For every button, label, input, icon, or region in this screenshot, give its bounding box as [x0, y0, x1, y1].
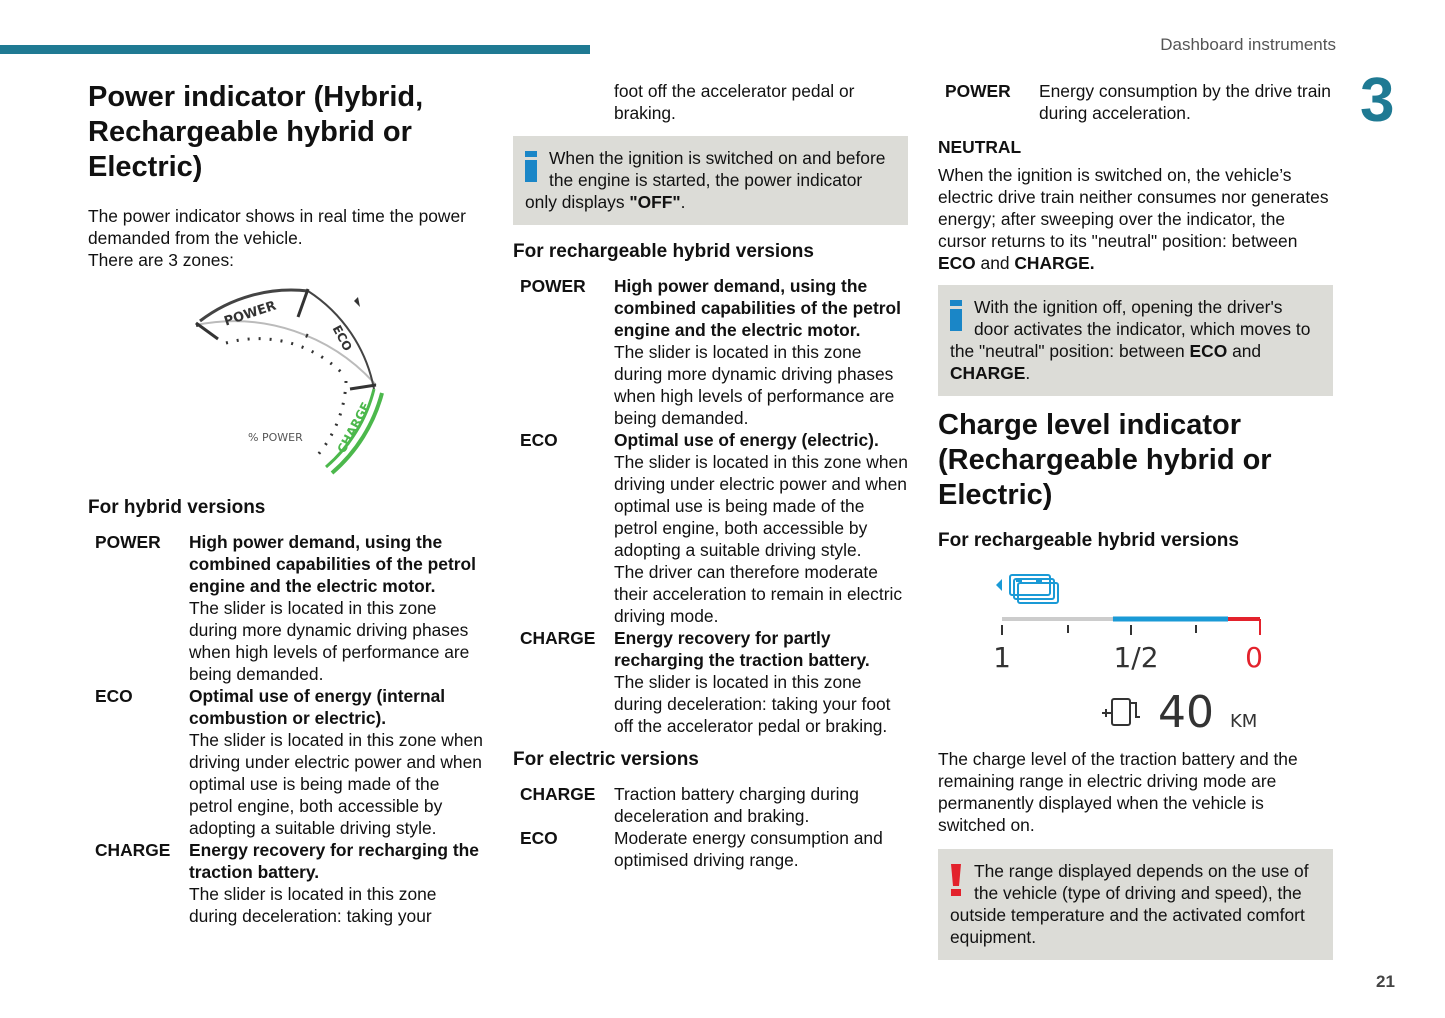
scale-label-full: 1 [993, 641, 1011, 674]
scale-label-half: 1/2 [1113, 641, 1159, 674]
scale-label-empty: 0 [1245, 641, 1263, 674]
zone-key: ECO [95, 686, 133, 706]
column-1 [88, 80, 483, 927]
gauge-label-eco: ECO [329, 322, 355, 354]
zone-key: POWER [945, 81, 1011, 101]
gauge-label-charge: CHARGE [334, 399, 373, 456]
arrow-left-icon [996, 579, 1002, 591]
electric-power-zone [938, 80, 1333, 124]
column-2 [513, 80, 908, 871]
page-number: 21 [1376, 972, 1395, 991]
neutral-heading: NEUTRAL [938, 137, 1022, 157]
zone-key: ECO [520, 430, 558, 450]
charge-level-description: The charge level of the traction battery and the remaining range in electric driving mode are permanently displayed when the vehicle is switched on. [938, 749, 1298, 835]
intro-paragraph: The power indicator shows in real time the power demanded from the vehicle. [88, 206, 466, 248]
hybrid-versions-subtitle: For hybrid versions [88, 497, 266, 518]
zone-key: CHARGE [95, 840, 171, 860]
zone-description: High power demand, using the combined capabilities of the petrol engine and the electric motor. The slider is located in this zone during more dynamic driving phases when high levels of performance are being demanded. [189, 532, 476, 684]
zone-description: Optimal use of energy (electric). The slider is located in this zone when driving under electric power and when optimal use is being made of the petrol engine, both accessible by adopting a suitable driving style. The driver can therefore moderate their acceleration to remain in electric driving mode. [614, 430, 908, 626]
power-gauge-illustration [186, 277, 396, 487]
zone-description: Energy recovery for recharging the traction battery. The slider is located in this zone during deceleration: taking your [189, 840, 479, 926]
zone-description: Moderate energy consumption and optimised driving range. [614, 828, 883, 870]
continued-text: foot off the accelerator pedal or braking. [614, 81, 855, 123]
zone-description: High power demand, using the combined capabilities of the petrol engine and the electric motor. The slider is located in this zone during more dynamic driving phases when high levels of performance are being demanded. [614, 276, 901, 428]
electric-versions-subtitle: For electric versions [513, 749, 699, 770]
hybrid-zones-list [88, 531, 483, 927]
column-3 [938, 80, 1333, 960]
zone-key: ECO [520, 828, 558, 848]
info-icon [525, 151, 537, 182]
power-indicator-title: Power indicator (Hybrid, Rechargeable hybrid or Electric) [88, 81, 424, 183]
chapter-number: 3 [1360, 66, 1395, 135]
info-icon [950, 300, 962, 331]
zone-key: CHARGE [520, 628, 596, 648]
info-note: When the ignition is switched on and before the engine is started, the power indicator only displays "OFF". [513, 136, 908, 225]
electric-plug-icon [1102, 699, 1140, 725]
warning-exclamation-icon [950, 864, 962, 896]
info-note: With the ignition off, opening the driver's door activates the indicator, which moves to the "neutral" position: between ECO and CHARGE. [938, 285, 1333, 396]
zone-key: POWER [520, 276, 586, 296]
zone-description: Optimal use of energy (internal combustion or electric). The slider is located in this zone when driving under electric power and when optimal use is being made of the petrol engine, both accessible by adopting a suitable driving style. [189, 686, 483, 838]
section-title: Dashboard instruments [1160, 35, 1336, 54]
charge-level-display [988, 567, 1268, 747]
charge-level-subtitle: For rechargeable hybrid versions [938, 530, 1239, 551]
zone-description: Traction battery charging during deceleration and braking. [614, 784, 859, 826]
zone-description: Energy recovery for partly recharging the traction battery. The slider is located in this zone during deceleration: taking your foot off the accelerator pedal or braking. [614, 628, 891, 736]
battery-icon [1010, 575, 1058, 603]
zone-key: POWER [95, 532, 161, 552]
rechargeable-versions-subtitle: For rechargeable hybrid versions [513, 241, 814, 262]
zones-count: There are 3 zones: [88, 250, 234, 270]
zone-key: CHARGE [520, 784, 596, 804]
warning-note: The range displayed depends on the use of the vehicle (type of driving and speed), the outside temperature and the activated comfort equipment. [938, 849, 1333, 960]
rechargeable-zones-list [513, 275, 908, 737]
header-accent-bar [0, 45, 590, 54]
gauge-label-power: POWER [222, 298, 279, 330]
range-value: 40 [1158, 687, 1214, 738]
range-unit: KM [1230, 711, 1258, 732]
neutral-paragraph: When the ignition is switched on, the vehicle’s electric drive train neither consumes nor generates energy; after sweeping over the indicator, the cursor returns to its "neutral" position: between ECO and CHARGE. [938, 165, 1329, 273]
charge-level-title: Charge level indicator (Rechargeable hybrid or Electric) [938, 409, 1272, 511]
gauge-label-pct-power: % POWER [248, 431, 303, 444]
electric-zones-list [513, 783, 908, 871]
zone-description: Energy consumption by the drive train during acceleration. [1039, 81, 1331, 123]
